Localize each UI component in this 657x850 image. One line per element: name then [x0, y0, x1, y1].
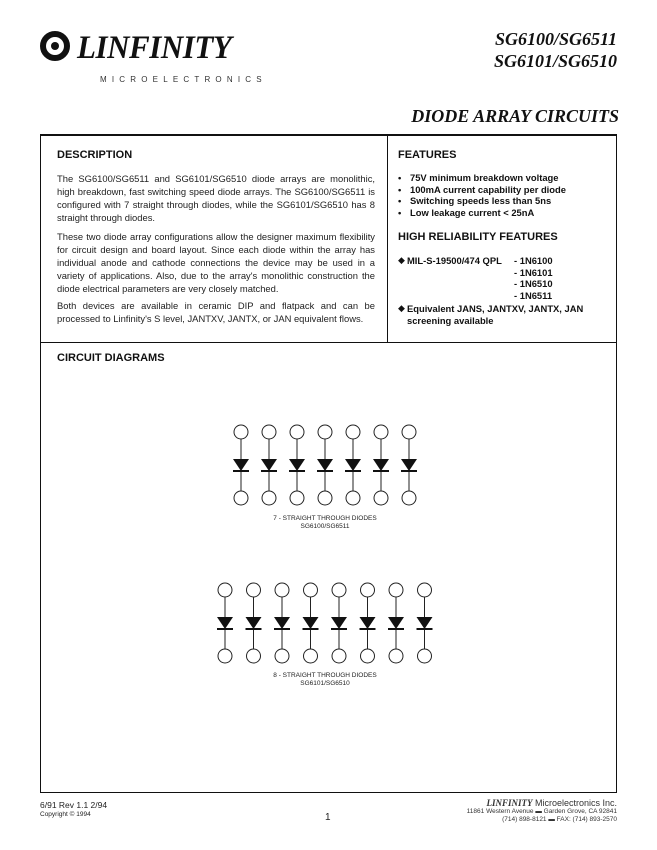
diode-symbol-icon	[373, 459, 389, 471]
section-divider	[40, 342, 617, 343]
description-paragraph-2: These two diode array configurations allow the designer maximum flexibility for circuit design and board layout. Since each diode within the array has individual anode and cathode connections the device may be used in a variety of applications. Also, due to the array's monolithic construction the diode electrical parameters are very closely matched.	[57, 231, 375, 294]
part-numbers	[494, 28, 617, 72]
cathode-pin-circle	[346, 491, 360, 505]
footer-phone: (714) 898-8121 ▬ FAX: (714) 893-2570	[502, 816, 617, 823]
footer-brand-suffix: Microelectronics Inc.	[532, 798, 617, 808]
qpl-part: - 1N6510	[514, 278, 553, 289]
diode-symbol-icon	[331, 617, 347, 629]
diagram-1-caption-line-2: SG6100/SG6511	[300, 523, 350, 530]
feature-item: • 100mA current capability per diode	[398, 184, 608, 196]
document-title: DIODE ARRAY CIRCUITS	[411, 106, 619, 126]
high-reliability-heading: HIGH RELIABILITY FEATURES	[398, 231, 558, 243]
diamond-bullet-icon: ◆	[398, 255, 405, 265]
anode-pin-circle	[418, 583, 432, 597]
diode-5	[331, 583, 347, 663]
footer-company-block	[467, 799, 617, 825]
anode-pin-circle	[218, 583, 232, 597]
diode-symbol-icon	[345, 459, 361, 471]
part-number-line-1: SG6100/SG6511	[494, 29, 617, 49]
anode-pin-circle	[361, 583, 375, 597]
diode-symbol-icon	[261, 459, 277, 471]
diode-8	[417, 583, 433, 663]
company-logo: LINFINITY	[77, 30, 232, 66]
diamond-bullet-icon: ◆	[398, 303, 405, 313]
screening-note	[407, 303, 583, 326]
anode-pin-circle	[275, 583, 289, 597]
title-rule	[40, 134, 617, 136]
diode-symbol-icon	[246, 617, 262, 629]
diode-symbol-icon	[233, 459, 249, 471]
cathode-pin-circle	[218, 649, 232, 663]
anode-pin-circle	[332, 583, 346, 597]
anode-pin-circle	[318, 425, 332, 439]
features-list	[398, 172, 608, 218]
diode-symbol-icon	[401, 459, 417, 471]
screening-line-1: Equivalent JANS, JANTXV, JANTX, JAN	[407, 303, 584, 314]
footer-brand-logo: LINFINITY	[486, 798, 533, 808]
footer-address: 11861 Western Avenue ▬ Garden Grove, CA 92841	[466, 807, 617, 815]
feature-item: • 75V minimum breakdown voltage	[398, 172, 608, 184]
anode-pin-circle	[402, 425, 416, 439]
features-heading: FEATURES	[398, 149, 457, 161]
qpl-part-list	[514, 255, 553, 301]
diode-5	[345, 425, 361, 505]
description-paragraph-3: Both devices are available in ceramic DIP and flatpack and can be processed to Linfinity's S level, JANTXV, JANTX, or JAN equivalent flows.	[57, 300, 375, 324]
revision-info: 6/91 Rev 1.1 2/94	[40, 800, 108, 810]
cathode-pin-circle	[304, 649, 318, 663]
diode-1	[217, 583, 233, 663]
cathode-pin-circle	[262, 491, 276, 505]
part-number-line-2: SG6101/SG6510	[493, 51, 617, 71]
footer-revision-block	[40, 800, 107, 820]
diagram-1-caption	[225, 515, 425, 531]
diode-symbol-icon	[360, 617, 376, 629]
circuit-diagrams-heading: CIRCUIT DIAGRAMS	[57, 352, 165, 364]
anode-pin-circle	[374, 425, 388, 439]
diode-7	[388, 583, 404, 663]
diagram-1-caption-line-1: 7 - STRAIGHT THROUGH DIODES	[273, 515, 377, 522]
cathode-pin-circle	[374, 491, 388, 505]
company-logo-subtext: MICROELECTRONICS	[100, 75, 267, 84]
cathode-pin-circle	[332, 649, 346, 663]
diode-symbol-icon	[289, 459, 305, 471]
anode-pin-circle	[262, 425, 276, 439]
cathode-pin-circle	[389, 649, 403, 663]
cathode-pin-circle	[318, 491, 332, 505]
cathode-pin-circle	[402, 491, 416, 505]
qpl-part: - 1N6511	[514, 289, 553, 301]
page-number: 1	[325, 812, 331, 823]
diagram-2-caption-line-1: 8 - STRAIGHT THROUGH DIODES	[273, 672, 377, 679]
diode-4	[303, 583, 319, 663]
diode-3	[289, 425, 305, 505]
column-divider	[387, 134, 388, 342]
diode-2	[261, 425, 277, 505]
diagram-2-caption-line-2: SG6101/SG6510	[300, 680, 350, 687]
description-paragraph-1: The SG6100/SG6511 and SG6101/SG6510 diode arrays are monolithic, high breakdown, fast switching speed diode arrays. The SG6100/SG6511 is configured with 7 straight through diodes, while the SG6101/SG6510 has 8 straight through diodes.	[57, 173, 375, 223]
diode-array-diagram-8	[205, 578, 445, 668]
logo-mark-icon	[40, 31, 70, 61]
diode-6	[360, 583, 376, 663]
cathode-pin-circle	[234, 491, 248, 505]
frame-right-border	[616, 134, 617, 793]
diode-symbol-icon	[274, 617, 290, 629]
anode-pin-circle	[346, 425, 360, 439]
description-heading: DESCRIPTION	[57, 149, 133, 161]
diode-6	[373, 425, 389, 505]
anode-pin-circle	[304, 583, 318, 597]
cathode-pin-circle	[290, 491, 304, 505]
diode-7	[401, 425, 417, 505]
cathode-pin-circle	[247, 649, 261, 663]
diode-1	[233, 425, 249, 505]
qpl-label: MIL-S-19500/474 QPL	[407, 255, 502, 266]
frame-left-border	[40, 134, 41, 793]
cathode-pin-circle	[361, 649, 375, 663]
diode-symbol-icon	[388, 617, 404, 629]
diode-array-diagram-7	[220, 420, 430, 510]
copyright: Copyright © 1994	[40, 811, 91, 818]
feature-item: • Low leakage current < 25nA	[398, 207, 608, 219]
footer-brand	[467, 799, 617, 808]
diode-3	[274, 583, 290, 663]
qpl-part: - 1N6100	[514, 255, 553, 266]
diode-symbol-icon	[317, 459, 333, 471]
frame-bottom-border	[40, 792, 617, 793]
diode-symbol-icon	[217, 617, 233, 629]
anode-pin-circle	[389, 583, 403, 597]
diode-symbol-icon	[303, 617, 319, 629]
anode-pin-circle	[247, 583, 261, 597]
diode-2	[246, 583, 262, 663]
diode-symbol-icon	[417, 617, 433, 629]
diode-4	[317, 425, 333, 505]
cathode-pin-circle	[418, 649, 432, 663]
cathode-pin-circle	[275, 649, 289, 663]
screening-line-2: screening available	[407, 314, 494, 326]
anode-pin-circle	[234, 425, 248, 439]
qpl-part: - 1N6101	[514, 266, 553, 278]
anode-pin-circle	[290, 425, 304, 439]
feature-item: • Switching speeds less than 5ns	[398, 195, 608, 207]
diagram-2-caption	[225, 672, 425, 688]
